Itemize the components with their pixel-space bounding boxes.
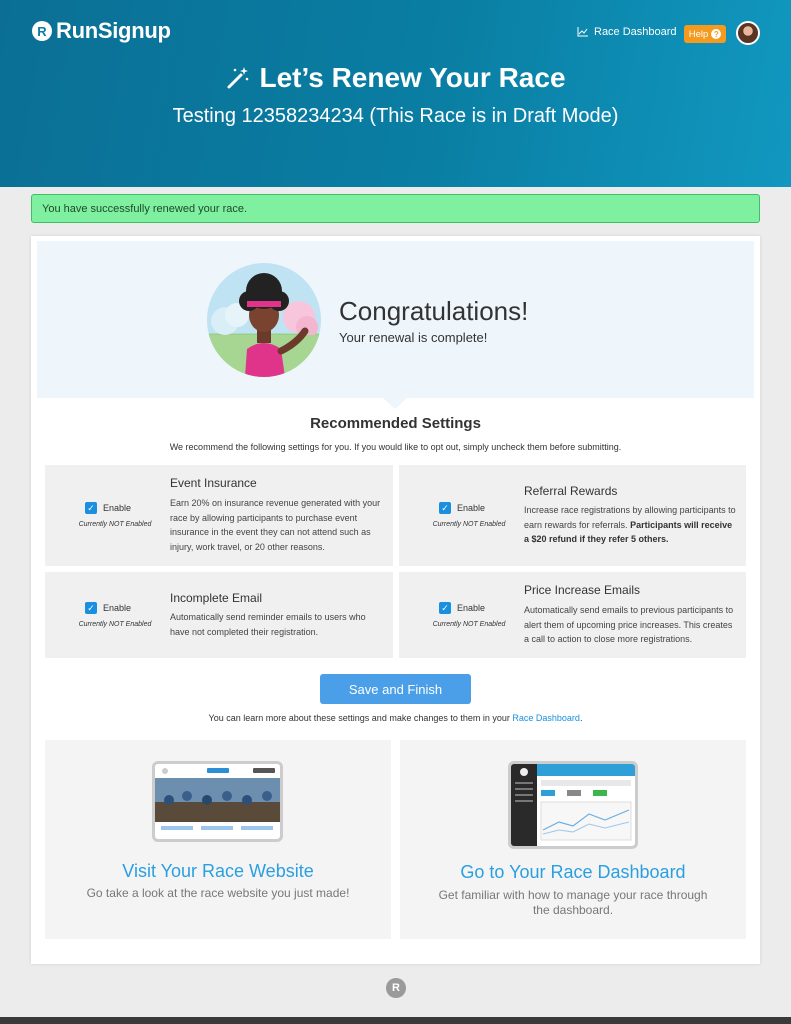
setting-title: Price Increase Emails bbox=[524, 583, 641, 597]
enable-label: Enable bbox=[457, 603, 486, 613]
setting-description-text: Increase race registrations by allowing participants to earn rewards for referrals. bbox=[524, 505, 736, 530]
congrats-subtitle: Your renewal is complete! bbox=[339, 330, 488, 345]
setting-referral-rewards bbox=[399, 465, 746, 566]
brand-name: RunSignup bbox=[56, 18, 171, 43]
save-and-finish-button[interactable]: Save and Finish bbox=[320, 674, 471, 704]
setting-price-increase-emails bbox=[399, 572, 746, 658]
recommended-settings-title: Recommended Settings bbox=[310, 415, 481, 432]
hero-pointer bbox=[383, 398, 407, 409]
visit-website-card[interactable] bbox=[45, 740, 391, 939]
enable-checkbox[interactable] bbox=[439, 602, 485, 614]
setting-event-insurance bbox=[45, 465, 393, 566]
visit-website-description: Go take a look at the race website you just made! bbox=[86, 886, 350, 900]
recommended-settings-description: We recommend the following settings for you. If you would like to opt out, simply uncheck them before submitting. bbox=[169, 442, 622, 452]
help-icon: ? bbox=[711, 29, 721, 39]
checkbox-checked-icon: ✓ bbox=[439, 502, 451, 514]
race-dashboard-title[interactable]: Go to Your Race Dashboard bbox=[460, 862, 686, 882]
race-dashboard-inline-link[interactable]: Race Dashboard bbox=[512, 713, 580, 723]
help-label: Help bbox=[688, 28, 709, 40]
setting-description bbox=[524, 503, 739, 547]
setting-description: Earn 20% on insurance revenue generated with your race by allowing participants to purchase event insurance in the event they can not attend such as injury, work travel, or 20 other reasons. bbox=[170, 498, 381, 553]
race-dashboard-label: Race Dashboard bbox=[594, 26, 677, 38]
race-dashboard-description: Get familiar with how to manage your race through the dashboard. bbox=[438, 888, 708, 917]
page-title bbox=[0, 62, 791, 94]
page-title-text: Let’s Renew Your Race bbox=[259, 62, 566, 93]
checkbox-checked-icon: ✓ bbox=[439, 602, 451, 614]
race-dashboard-card[interactable] bbox=[400, 740, 746, 939]
setting-status: Currently NOT Enabled bbox=[78, 521, 152, 528]
enable-label: Enable bbox=[103, 503, 132, 513]
setting-incomplete-email bbox=[45, 572, 393, 658]
setting-description-bold: Participants will receive a $20 refund if they refer 5 others. bbox=[524, 519, 733, 545]
race-name-subtitle: Testing 12358234234 (This Race is in Draft Mode) bbox=[172, 105, 619, 127]
runner-illustration bbox=[207, 263, 321, 377]
setting-title: Incomplete Email bbox=[170, 591, 263, 605]
setting-title: Referral Rewards bbox=[524, 484, 618, 498]
dashboard-preview-image bbox=[508, 761, 638, 849]
bottom-bar bbox=[0, 1017, 791, 1024]
logo-mark-icon: R bbox=[32, 21, 52, 41]
magic-wand-icon bbox=[225, 65, 251, 91]
runner-illustration-art bbox=[207, 263, 321, 377]
checkbox-checked-icon: ✓ bbox=[85, 502, 97, 514]
chart-icon bbox=[577, 27, 588, 37]
learn-more-suffix: . bbox=[579, 713, 583, 723]
setting-description: Automatically send reminder emails to users who have not completed their registration. bbox=[170, 612, 366, 637]
visit-website-title[interactable]: Visit Your Race Website bbox=[122, 861, 314, 881]
enable-checkbox[interactable] bbox=[439, 502, 485, 514]
page-header bbox=[0, 0, 791, 187]
congrats-hero bbox=[37, 241, 754, 398]
success-alert: You have successfully renewed your race. bbox=[31, 194, 760, 223]
race-dashboard-link[interactable] bbox=[577, 26, 677, 38]
enable-label: Enable bbox=[103, 603, 132, 613]
user-avatar[interactable] bbox=[736, 21, 760, 45]
checkbox-checked-icon: ✓ bbox=[85, 602, 97, 614]
runsignup-logo[interactable] bbox=[32, 18, 171, 44]
congrats-title: Congratulations! bbox=[339, 296, 529, 326]
footer-logo-icon: R bbox=[386, 978, 406, 998]
website-preview-image bbox=[152, 761, 283, 842]
setting-title: Event Insurance bbox=[170, 476, 257, 490]
setting-status: Currently NOT Enabled bbox=[432, 521, 506, 528]
enable-checkbox[interactable] bbox=[85, 602, 131, 614]
dashboard-preview-art bbox=[511, 764, 635, 846]
learn-more-text bbox=[31, 713, 760, 723]
enable-checkbox[interactable] bbox=[85, 502, 131, 514]
setting-status: Currently NOT Enabled bbox=[78, 621, 152, 628]
setting-description: Automatically send emails to previous participants to alert them of upcoming price increases. This creates a call to action to close more registrations. bbox=[524, 605, 734, 645]
enable-label: Enable bbox=[457, 503, 486, 513]
setting-status: Currently NOT Enabled bbox=[432, 621, 506, 628]
help-button[interactable] bbox=[684, 25, 726, 43]
renewal-card bbox=[31, 236, 760, 964]
website-preview-art bbox=[155, 764, 280, 839]
learn-more-prefix: You can learn more about these settings and make changes to them in your bbox=[208, 713, 513, 723]
